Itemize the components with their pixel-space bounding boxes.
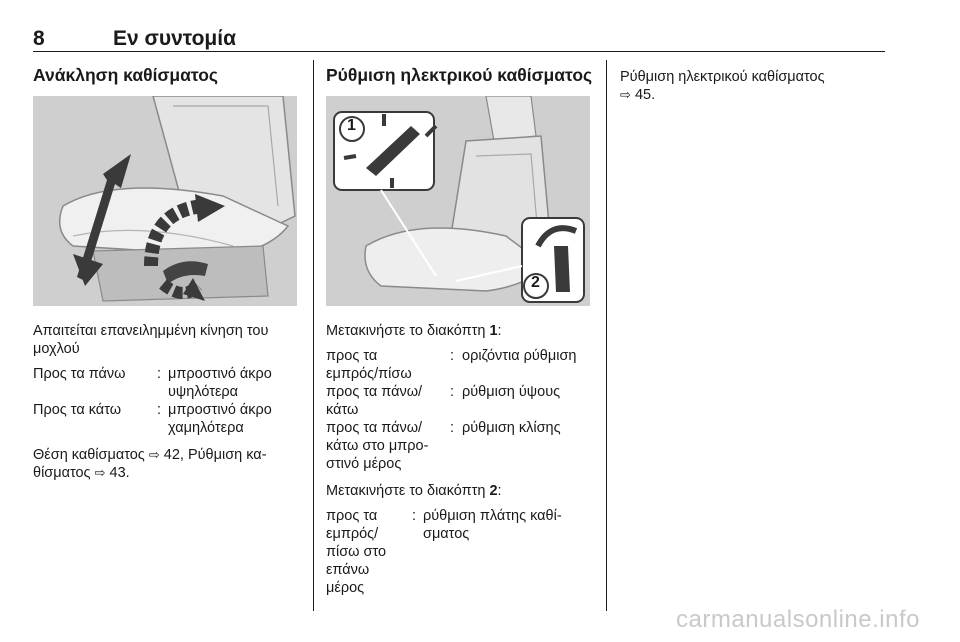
ref-seat-adjust[interactable]: θίσματος xyxy=(33,465,91,481)
switch2-term-line4: επάνω xyxy=(326,562,370,578)
switch-1-prefix: Μετακινήστε το διακόπτη xyxy=(326,323,486,339)
column-divider-1 xyxy=(313,60,314,611)
switch-1-instruction xyxy=(326,322,502,340)
recline-term-down: Προς τα κάτω xyxy=(33,402,122,418)
ref-seat-position[interactable]: Θέση καθίσματος xyxy=(33,447,145,463)
power-seat-crossref-title[interactable]: Ρύθμιση ηλεκτρικού καθίσματος xyxy=(620,69,825,85)
switch1-term-3-line3: στινό μέρος xyxy=(326,456,402,472)
recline-intro-line2: μοχλού xyxy=(33,341,80,357)
recline-refs-line2 xyxy=(33,464,130,483)
switch2-term-line3: πίσω στο xyxy=(326,544,387,560)
recline-desc-up-line1: μπροστινό άκρο xyxy=(168,366,272,382)
switch2-term-line2: εμπρός/ xyxy=(326,526,379,542)
switch-1-number: 1 xyxy=(489,323,498,339)
recline-sep-down: : xyxy=(157,402,162,418)
header-rule xyxy=(33,51,885,52)
switch2-desc-line2: σματος xyxy=(423,526,470,542)
callout-2-label: 2 xyxy=(531,274,540,291)
switch-2-suffix: : xyxy=(497,483,502,499)
power-seat-drawing xyxy=(326,96,590,306)
recline-desc-up-line2: υψηλότερα xyxy=(168,384,239,400)
page-arrow-icon: ⇨ xyxy=(148,448,160,463)
switch-2-instruction xyxy=(326,482,502,500)
seat-recline-illustration xyxy=(33,96,297,306)
switch2-term-line1: προς τα xyxy=(326,508,378,524)
page-number: 8 xyxy=(33,27,45,50)
switch2-sep: : xyxy=(412,508,417,524)
recline-refs-line1 xyxy=(33,446,267,465)
recline-term-up: Προς τα πάνω xyxy=(33,366,126,382)
ref-seat-position-page[interactable]: 42, Ρύθμιση κα- xyxy=(163,447,267,463)
recline-desc-down-line1: μπροστινό άκρο xyxy=(168,402,272,418)
section-heading-recline: Ανάκληση καθίσματος xyxy=(33,65,218,85)
switch1-sep-1: : xyxy=(450,348,455,364)
switch1-term-2-line2: κάτω xyxy=(326,402,359,418)
page-arrow-icon: ⇨ xyxy=(620,88,631,103)
page-arrow-icon: ⇨ xyxy=(94,466,106,481)
recline-sep-up: : xyxy=(157,366,162,382)
switch1-term-3-line2: κάτω στο μπρο- xyxy=(326,438,429,454)
switch1-desc-1: οριζόντια ρύθμιση xyxy=(462,348,577,364)
switch2-term-line5: μέρος xyxy=(326,580,365,596)
switch1-sep-2: : xyxy=(450,384,455,400)
recline-desc-down-line2: χαμηλότερα xyxy=(168,420,244,436)
switch-1-suffix: : xyxy=(497,323,502,339)
power-seat-crossref-page[interactable] xyxy=(620,86,655,105)
section-heading-power-seat: Ρύθμιση ηλεκτρικού καθίσματος xyxy=(326,65,593,85)
switch-2-prefix: Μετακινήστε το διακόπτη xyxy=(326,483,486,499)
power-seat-illustration xyxy=(326,96,590,306)
switch1-sep-3: : xyxy=(450,420,455,436)
switch2-desc-line1: ρύθμιση πλάτης καθί- xyxy=(423,508,562,524)
column-divider-2 xyxy=(606,60,607,611)
recline-intro-line1: Απαιτείται επανειλημμένη κίνηση του xyxy=(33,323,269,339)
callout-1-label: 1 xyxy=(347,117,356,134)
site-watermark: carmanualsonline.info xyxy=(676,606,920,633)
switch1-term-3-line1: προς τα πάνω/ xyxy=(326,420,423,436)
ref-seat-adjust-page[interactable]: 43. xyxy=(109,465,130,481)
switch1-term-1-line2: εμπρός/πίσω xyxy=(326,366,412,382)
switch1-desc-3: ρύθμιση κλίσης xyxy=(462,420,561,436)
switch1-term-1-line1: προς τα xyxy=(326,348,378,364)
switch1-term-2-line1: προς τα πάνω/ xyxy=(326,384,423,400)
power-seat-page-number[interactable]: 45. xyxy=(634,87,656,103)
switch1-desc-2: ρύθμιση ύψους xyxy=(462,384,561,400)
switch-2-number: 2 xyxy=(489,483,498,499)
seat-recline-drawing xyxy=(33,96,297,306)
chapter-title: Εν συντομία xyxy=(113,27,236,50)
